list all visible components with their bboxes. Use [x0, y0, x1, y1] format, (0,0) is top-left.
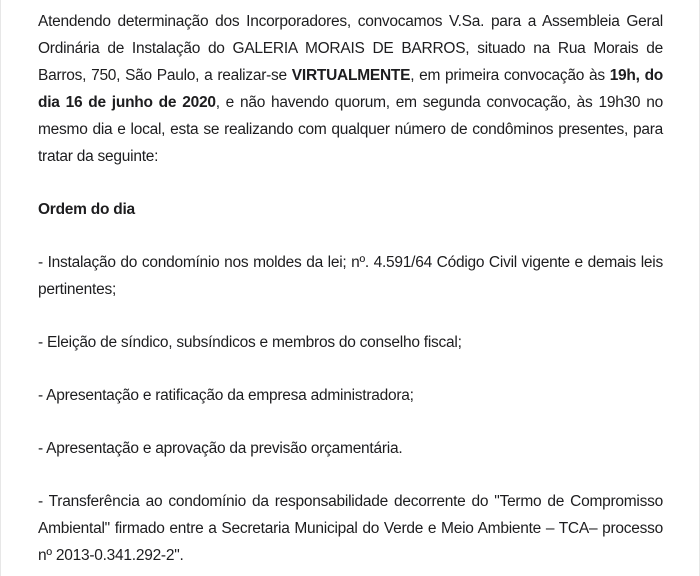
- agenda-item-environmental-term: - Transferência ao condomínio da responsabilidade decorrente do "Termo de Compromisso Ambiental" firmado entre a Secretaria Municipal do Verde e Meio Ambiente – TCA– processo nº 2013-0.341.292-2".: [38, 493, 663, 564]
- agenda-item-election: - Eleição de síndico, subsíndicos e membros do conselho fiscal;: [38, 334, 462, 351]
- convocation-paragraph: Atendendo determinação dos Incorporadores, convocamos V.Sa. para a Assembleia Geral Ordinária de Instalação do GALERIA MORAIS DE BARROS, situado na Rua Morais de Barros, 750, São Paulo, a realizar-se VIRTUALMENTE, em primeira convocação às 19h, do dia 16 de junho de 2020, e não havendo quorum, em segunda convocação, às 19h30 no mesmo dia e local, esta se realizando com qualquer número de condôminos presentes, para tratar da seguinte:: [38, 13, 663, 165]
- agenda-item-administrator: - Apresentação e ratificação da empresa administradora;: [38, 387, 414, 404]
- agenda-item-budget: - Apresentação e aprovação da previsão orçamentária.: [38, 440, 403, 457]
- section-heading: Ordem do dia: [38, 201, 135, 218]
- agenda-item-installation: - Instalação do condomínio nos moldes da lei; nº. 4.591/64 Código Civil vigente e demais leis pertinentes;: [38, 254, 663, 298]
